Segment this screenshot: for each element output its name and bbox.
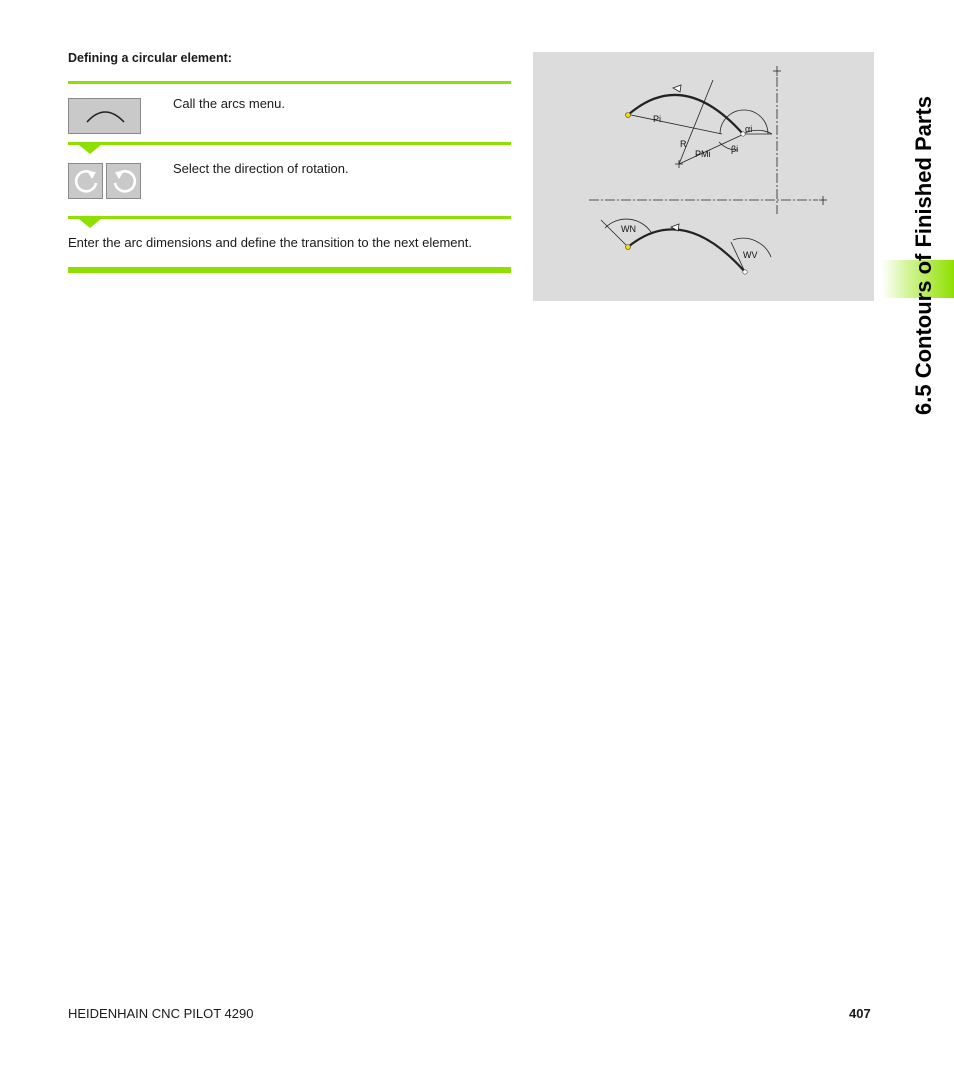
arc-softkey[interactable] [68,98,141,134]
section-heading: Defining a circular element: [68,51,232,65]
section-end-bar [68,267,511,273]
label-alpha: αi [745,124,753,134]
page-number: 407 [849,1006,871,1021]
clockwise-arrow-icon [69,163,102,199]
start-point-marker [626,113,631,118]
label-beta: βi [731,144,739,154]
label-pi: Pi [653,114,662,124]
step-arrow-marker [79,145,101,154]
clockwise-softkey[interactable] [68,163,103,199]
label-wv: WV [743,250,758,260]
pi-line [631,115,722,134]
arc-bottom [628,229,745,272]
label-pmi: PMi [695,149,711,159]
footer-product: HEIDENHAIN CNC PILOT 4290 [68,1006,254,1021]
arc-diagram [533,52,874,301]
arc-softkey-icon [69,98,140,134]
chapter-title: 6.5 Contours of Finished Parts [911,95,936,415]
step-divider [68,81,511,84]
arc-definition-figure [533,52,874,301]
step-1-text: Call the arcs menu. [173,96,285,111]
start-point-marker-bottom [626,245,631,250]
label-wn: WN [621,224,636,234]
step-arrow-marker [79,219,101,228]
counterclockwise-softkey[interactable] [106,163,141,199]
final-instruction: Enter the arc dimensions and define the transition to the next element. [68,235,472,250]
label-r: R [680,139,687,149]
step-2-text: Select the direction of rotation. [173,161,349,176]
end-point-marker-bottom [743,270,747,274]
arc-top [628,95,743,134]
counterclockwise-arrow-icon [107,163,140,199]
step-divider [68,216,511,219]
step-divider [68,142,511,145]
